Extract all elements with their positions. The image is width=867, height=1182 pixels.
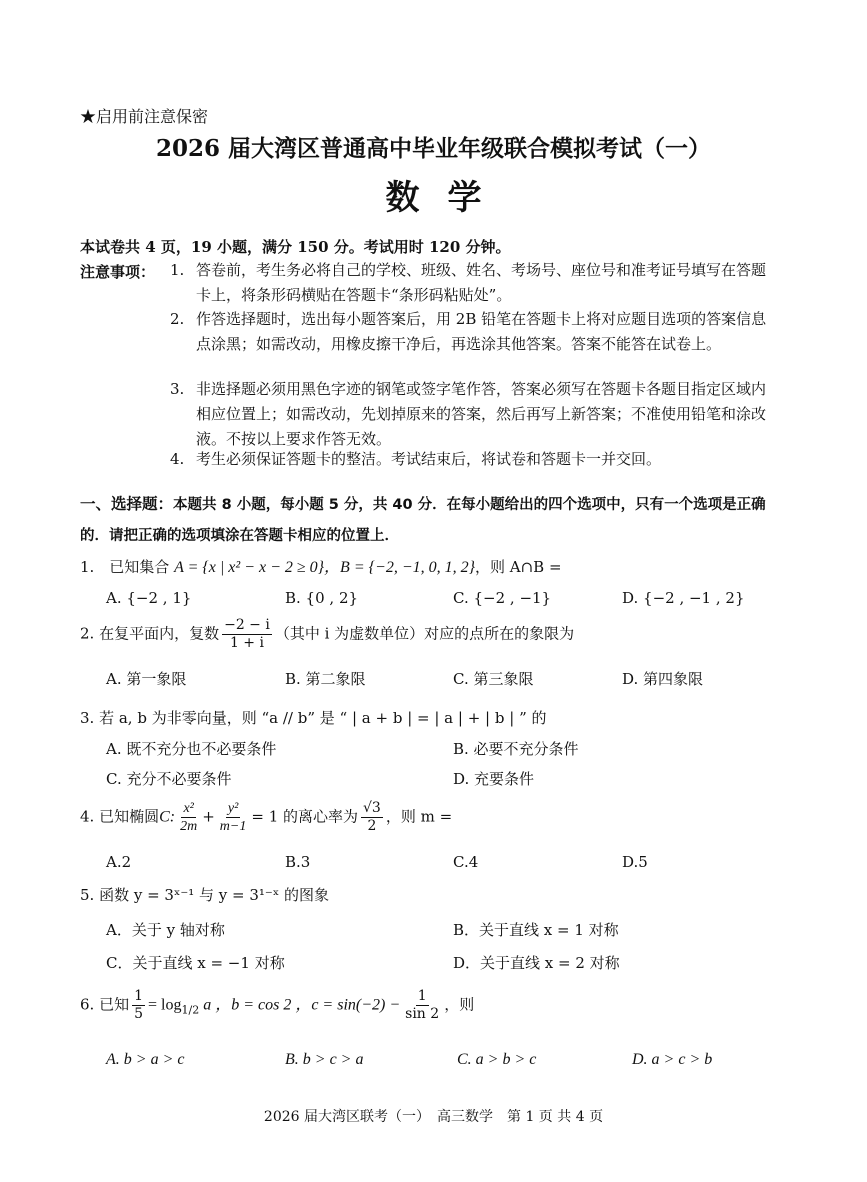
notice-item (170, 447, 778, 472)
fraction-one-over-sin2 (403, 988, 441, 1023)
question-1-stem (80, 554, 562, 577)
notice-item (170, 258, 778, 308)
subject-title: 数学 (385, 178, 510, 218)
question-5-stem: 5. 函数 y = 3ˣ⁻¹ 与 y = 3¹⁻ˣ 的图象 (80, 886, 329, 904)
page-footer: 2026 届大湾区联考（一） 高三数学 第 1 页 共 4 页 (263, 1109, 604, 1125)
question-2-option-b: B. 第二象限 (285, 670, 366, 688)
question-3-option-b: B. 必要不充分条件 (453, 740, 579, 758)
question-3-option-d: D. 充要条件 (453, 770, 535, 788)
eccentricity-fraction (361, 800, 383, 835)
section-title: 一、选择题： (80, 494, 174, 513)
question-5-option-c: C．关于直线 x = −1 对称 (106, 954, 285, 972)
fraction-denominator: 2m (180, 819, 198, 834)
fraction-denominator: m−1 (219, 819, 247, 834)
question-6-option-c: C. a > b > c (457, 1051, 537, 1068)
question-4-stem (80, 800, 452, 835)
fraction-one-fifth (132, 988, 145, 1023)
question-math: C: (159, 808, 176, 826)
fraction-numerator: 1 (134, 988, 144, 1004)
fraction-denominator: 5 (134, 1006, 144, 1022)
question-text: 6. 已知 (80, 995, 130, 1014)
question-math: + (202, 807, 215, 826)
question-3-option-a: A. 既不充分也不必要条件 (106, 740, 277, 758)
ellipse-fraction-x (178, 800, 199, 835)
exam-summary: 本试卷共 4 页，19 小题，满分 150 分。考试用时 120 分钟。 (80, 238, 511, 256)
complex-fraction (222, 617, 272, 652)
question-math: A = {x | x² − x − 2 ≥ 0}，B = {−2, −1, 0, 1, 2} (174, 559, 476, 576)
fraction-numerator: y² (227, 801, 239, 816)
question-5-option-d: D．关于直线 x = 2 对称 (453, 954, 620, 972)
question-2-option-c: C. 第三象限 (453, 670, 534, 688)
fraction-numerator: x² (183, 801, 194, 816)
question-text: ，则 (444, 995, 475, 1014)
notice-number: 3. (170, 380, 185, 398)
section-instructions: 本题共 8 小题，每小题 5 分，共 40 分．在每小题给出的四个选项中，只有一个选项是正确的．请把正确的选项填涂在答题卡相应的位置上． (80, 497, 766, 544)
question-text: ，则 m = (385, 807, 453, 826)
question-6-option-b: B. b > c > a (285, 1051, 364, 1068)
question-text: 4. 已知椭圆 (80, 807, 160, 826)
notice-item (170, 377, 778, 452)
confidential-mark: ★启用前注意保密 (80, 107, 209, 126)
question-text: 2. 在复平面内，复数 (80, 624, 220, 643)
notice-text: 答卷前，考生务必将自己的学校、班级、姓名、考场号、座位号和准考证号填写在答题卡上，将条形码横贴在答题卡“条形码粘贴处”。 (196, 261, 767, 304)
question-6-option-d: D. a > c > b (632, 1051, 713, 1068)
fraction-denominator: sin 2 (405, 1006, 440, 1022)
question-4-option-a: A.2 (106, 853, 132, 871)
question-text: 1. 已知集合 (80, 558, 175, 576)
question-6-stem (80, 988, 474, 1023)
notice-text: 考生必须保证答题卡的整洁。考试结束后，将试卷和答题卡一并交回。 (196, 450, 662, 468)
question-1-option-d: D. {−2 , −1 , 2} (622, 589, 745, 607)
section-heading (80, 489, 780, 551)
ellipse-fraction-y (218, 800, 249, 835)
notice-title: 注意事项： (80, 263, 156, 281)
question-3-stem: 3. 若 a, b 为非零向量，则 “a // b” 是 “ | a + b | = | a | + | b | ” 的 (80, 709, 547, 727)
question-2-option-d: D. 第四象限 (622, 670, 704, 688)
exam-title: 2026 届大湾区普通高中毕业年级联合模拟考试（一） (155, 135, 712, 162)
notice-number: 2. (170, 310, 185, 328)
question-text: = 1 的离心率为 (251, 807, 359, 826)
notice-number: 1. (170, 261, 185, 279)
fraction-numerator: 1 (417, 988, 427, 1004)
question-4-option-b: B.3 (285, 853, 311, 871)
question-text: （其中 i 为虚数单位）对应的点所在的象限为 (274, 624, 575, 643)
question-5-option-a: A．关于 y 轴对称 (106, 921, 225, 939)
question-4-option-c: C.4 (453, 853, 479, 871)
question-6-option-a: A. b > a > c (106, 1051, 185, 1068)
notice-text: 非选择题必须用黑色字迹的钢笔或签字笔作答，答案必须写在答题卡各题目指定区域内相应位置上；如需改动，先划掉原来的答案，然后再写上新答案；不准使用铅笔和涂改液。不按以上要求作答无效。 (196, 380, 767, 448)
question-2-option-a: A. 第一象限 (106, 670, 187, 688)
question-3-option-c: C. 充分不必要条件 (106, 770, 232, 788)
fraction-denominator: 2 (367, 818, 377, 834)
fraction-numerator: −2 − i (224, 617, 270, 633)
question-1-option-c: C. {−2 , −1} (453, 589, 552, 607)
question-math: a ，b = cos 2 ，c = sin(−2) − (199, 996, 401, 1014)
question-math: = log (148, 996, 182, 1014)
question-5-option-b: B．关于直线 x = 1 对称 (453, 921, 619, 939)
question-text: ，则 A∩B = (475, 558, 562, 576)
notice-text: 作答选择题时，选出每小题答案后，用 2B 铅笔在答题卡上将对应题目选项的答案信息点涂黑；如需改动，用橡皮擦干净后，再选涂其他答案。答案不能答在试卷上。 (196, 310, 767, 353)
question-4-option-d: D.5 (622, 853, 648, 871)
log-base: 1/2 (181, 1003, 200, 1017)
question-1-option-b: B. {0 , 2} (285, 589, 359, 607)
fraction-numerator: √3 (363, 800, 381, 816)
fraction-denominator: 1 + i (229, 635, 264, 651)
notice-number: 4. (170, 450, 185, 468)
question-1-option-a: A. {−2 , 1} (106, 589, 192, 607)
notice-item (170, 307, 778, 357)
question-2-stem (80, 617, 574, 652)
